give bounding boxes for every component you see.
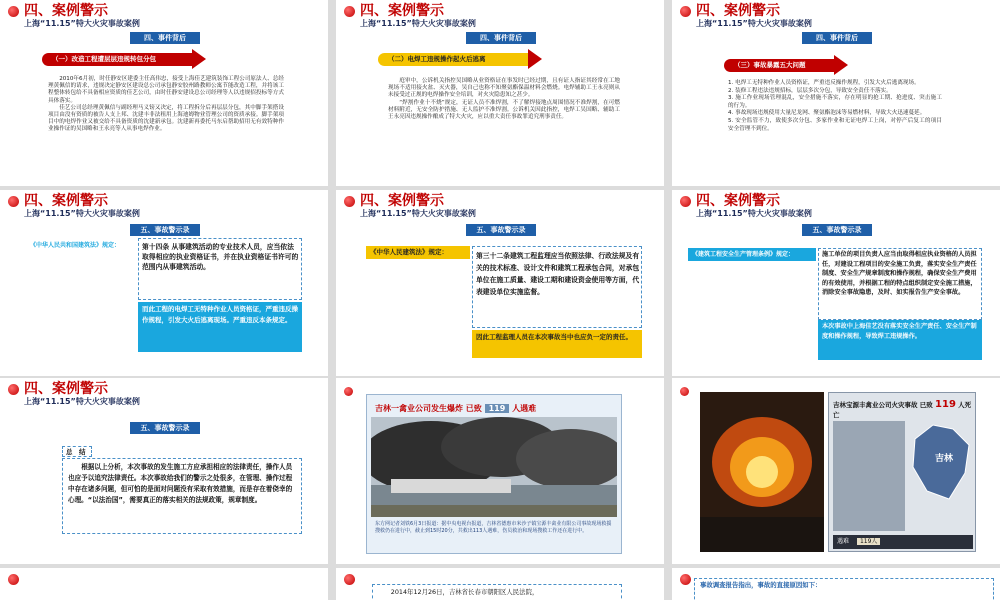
arrow-heading: （一）改造工程遭层层违规转包分包 bbox=[42, 53, 192, 66]
section-tag: 五、事故警示录 bbox=[802, 224, 872, 236]
slide-8[interactable] bbox=[336, 378, 664, 564]
death-stats-label: 遇难 bbox=[837, 538, 850, 545]
law-name: 《建筑工程安全生产管理条例》规定： bbox=[688, 248, 816, 261]
slide-5[interactable] bbox=[336, 190, 664, 376]
paragraph: “焊割作业十不烧”规定，无证人员不准焊割，不了解焊接地点周围情况不准焊割，在可燃材料附近，无安全防护措施、无人监护不准焊割。公诉机关因此指控，电焊工吴国略、辅助工王永亮因违规操作酿成了特大火灾，应以重大责任事故罪追究刑事责任。 bbox=[388, 99, 620, 121]
paragraph: 佳艺公司总经理黄佩信与副经理马义镑又决定，将工程拆分后再层层分包，其中脚手架搭设项目由没有资质的被告人支上邦、沈建丰非法租用上海迪姆物业管理公司的资质承接。脚手架项目中的电焊作业又被交给不具备资质的沈建新承包。沈建新再委托马东启帮助招用无有效特种作业操作证的吴国略和王永亮等人从事电焊作业。 bbox=[48, 104, 284, 133]
slide-4[interactable] bbox=[0, 190, 328, 376]
case-subtitle: 上海“11.15”特大火灾事故案例 bbox=[360, 19, 476, 28]
news-banner-tail: 人遇难 bbox=[512, 404, 537, 413]
graphic-title-text: 吉林宝源丰禽业公司火灾事故 已致 bbox=[833, 401, 933, 409]
list-item: 1. 电焊工无特种作业人员资格证，严重违反操作规程，引发大火后逃离现场。 bbox=[728, 80, 920, 86]
slide-10[interactable] bbox=[0, 568, 328, 600]
red-bullet-icon bbox=[344, 196, 355, 207]
graphic-photos bbox=[833, 421, 905, 531]
section-title: 四、案例警示 bbox=[696, 193, 780, 209]
slide-9[interactable] bbox=[672, 378, 1000, 564]
section-title: 四、案例警示 bbox=[360, 3, 444, 19]
law-name: 《中华人民共和国建筑法》规定： bbox=[30, 242, 121, 249]
case-subtitle: 上海“11.15”特大火灾事故案例 bbox=[696, 209, 812, 218]
section-tag: 四、事件背后 bbox=[130, 32, 200, 44]
conclusion-band: 因此工程监理人员在本次事故当中也应负一定的责任。 bbox=[472, 330, 642, 358]
list-item: 5. 安全监管不力，致使多次分包、多家作业和无证电焊工上岗，对停产后复工的项目安全管理不到位。 bbox=[728, 117, 942, 132]
case-subtitle: 上海“11.15”特大火灾事故案例 bbox=[24, 209, 140, 218]
law-text: 第三十二条建筑工程监理应当依照法律、行政法规及有关的技术标准、设计文件和建筑工程承包合同，对承包单位在施工质量、建设工期和建设资金使用等方面，代表建设单位实施监督。 bbox=[476, 252, 640, 296]
section-title: 四、案例警示 bbox=[360, 193, 444, 209]
summary-label: 总 结 bbox=[66, 448, 86, 456]
slide-1[interactable] bbox=[0, 0, 328, 186]
section-tag: 四、事件背后 bbox=[466, 32, 536, 44]
red-bullet-icon bbox=[8, 574, 19, 585]
red-bullet-icon bbox=[8, 384, 19, 395]
case-subtitle: 上海“11.15”特大火灾事故案例 bbox=[360, 209, 476, 218]
red-bullet-icon bbox=[8, 196, 19, 207]
slide-7[interactable] bbox=[0, 378, 328, 564]
red-bullet-icon bbox=[344, 387, 353, 396]
list-item: 4. 事故现场违规使用大量尼龙网、聚氨酯泡沫等易燃材料，导致大火迅速蔓延。 bbox=[728, 110, 926, 117]
arrow-heading: （三）事故暴露五大问题 bbox=[724, 59, 834, 72]
section-tag: 五、事故警示录 bbox=[130, 224, 200, 236]
section-title: 四、案例警示 bbox=[696, 3, 780, 19]
case-subtitle: 上海“11.15”特大火灾事故案例 bbox=[24, 397, 140, 406]
red-bullet-icon bbox=[8, 6, 19, 17]
news-banner-number: 119 bbox=[485, 404, 510, 413]
section-tag: 四、事件背后 bbox=[802, 32, 872, 44]
intro-text: 事故调查报告指出，事故的直接原因如下： bbox=[700, 581, 822, 589]
case-subtitle: 上海“11.15”特大火灾事故案例 bbox=[24, 19, 140, 28]
body-text bbox=[388, 78, 620, 121]
list-item: 2. 装修工程违法违规招标，层层多次分包，导致安全责任不落实。 bbox=[728, 87, 892, 94]
slide-12[interactable] bbox=[672, 568, 1000, 600]
red-bullet-icon bbox=[344, 6, 355, 17]
section-title: 四、案例警示 bbox=[24, 193, 108, 209]
death-stats-bar bbox=[833, 535, 973, 549]
body-text bbox=[48, 76, 284, 134]
red-bullet-icon bbox=[344, 574, 355, 585]
news-photo bbox=[366, 394, 622, 554]
slide-3[interactable] bbox=[672, 0, 1000, 186]
slide-6[interactable] bbox=[672, 190, 1000, 376]
summary-text: 根据以上分析，本次事故的发生施工方应承担相应的法律责任，操作人员也应予以追究法律责任。本次事故给我们的警示之处很多，在管理、操作过程中存在诸多问题，但可怕的是面对问题没有采取有效措施，而是存在着侥幸的心理。“以法治国”，需要真正的落实相关的法规政策，规章制度。 bbox=[68, 463, 293, 504]
red-bullet-icon bbox=[680, 196, 691, 207]
graphic-title bbox=[833, 399, 975, 419]
arrow-heading: （二）电焊工违规操作起火后逃离 bbox=[378, 53, 528, 66]
section-tag: 五、事故警示录 bbox=[466, 224, 536, 236]
fire-photo bbox=[700, 392, 824, 552]
slide-11[interactable] bbox=[336, 568, 664, 600]
paragraph: 2010年6月初，时任静安区建委主任高伟忠，接受上海佳艺建筑装饰工程公司原法人、总经理黄佩信的请求，违规决定静安区建设总公司承包静安胶州路教师公寓节能改造工程，并将该工程整体转包给不具备相应资质的佳艺公司，由时任静安建设总公司经理等人以违规招投标等方式具体落实。 bbox=[48, 76, 284, 104]
slide-2[interactable] bbox=[336, 0, 664, 186]
graphic-title-number: 119 bbox=[935, 399, 956, 410]
intro-text: 2014年12月26日，吉林省长春市朝阳区人民法院， bbox=[390, 588, 539, 596]
list-item: 3. 施工作业现场管理混乱，安全措施不落实，存在明显的抢工期、抢进度、突击施工的行为。 bbox=[728, 95, 942, 109]
graphic-title-tail: 人死亡 bbox=[833, 401, 972, 419]
red-bullet-icon bbox=[680, 574, 691, 585]
red-bullet-icon bbox=[680, 387, 689, 396]
news-banner bbox=[375, 403, 536, 414]
case-subtitle: 上海“11.15”特大火灾事故案例 bbox=[696, 19, 812, 28]
law-text: 施工单位的项目负责人应当由取得相应执业资格的人员担任，对建设工程项目的安全施工负责，落实安全生产责任制度、安全生产规章制度和操作规程，确保安全生产费用的有效使用，并根据工程的特点组织制定安全施工措施，消除安全事故隐患，及时、如实报告生产安全事故。 bbox=[822, 251, 977, 296]
conclusion-band: 而此工程的电焊工无特种作业人员资格证，严重违反操作规程，引发大火后逃离现场。严重违反本条规定。 bbox=[138, 302, 302, 352]
section-tag: 五、事故警示录 bbox=[130, 422, 200, 434]
section-title: 四、案例警示 bbox=[24, 381, 108, 397]
smoke-fire-image bbox=[371, 417, 617, 517]
news-banner-text: 吉林一禽业公司发生爆炸 已致 bbox=[375, 404, 482, 413]
map-label: 吉林 bbox=[935, 454, 954, 464]
problem-list bbox=[728, 80, 942, 133]
law-text: 第十四条 从事建筑活动的专业技术人员，应当依法取得相应的执业资格证书，并在执业资格证书许可的范围内从事建筑活动。 bbox=[142, 243, 299, 271]
death-stats-number: 119人 bbox=[857, 538, 880, 545]
law-name: 《中华人民建筑法》规定： bbox=[366, 246, 470, 259]
section-title: 四、案例警示 bbox=[24, 3, 108, 19]
conclusion-band: 本次事故中上海佳艺没有落实安全生产责任、安全生产制度和操作规程，导致焊工违规操作。 bbox=[818, 320, 982, 360]
news-caption: 东方网记者刘铁6月3日报道：据中央电视台报道，吉林省德惠市米沙子镇宝源丰禽业有限公司事故现场救援搜救仍在进行中，截止到15时20分，共救出113人遇难，伤员救治和现场搜救工作还在进行中。 bbox=[375, 521, 612, 534]
red-bullet-icon bbox=[680, 6, 691, 17]
paragraph: 庭审中，公诉机关指控吴国略从业资格证在事发时已经过期，且有证人指证其经常在工地现场不适用接火盆、灭火器，吴自己也称不知聚氨酯保温材料会燃烧。电焊辅助工王永亮则从未接受过正规的电焊操作安全培训，对火灾隐患知之甚少。 bbox=[388, 78, 620, 99]
news-graphic bbox=[828, 392, 976, 552]
